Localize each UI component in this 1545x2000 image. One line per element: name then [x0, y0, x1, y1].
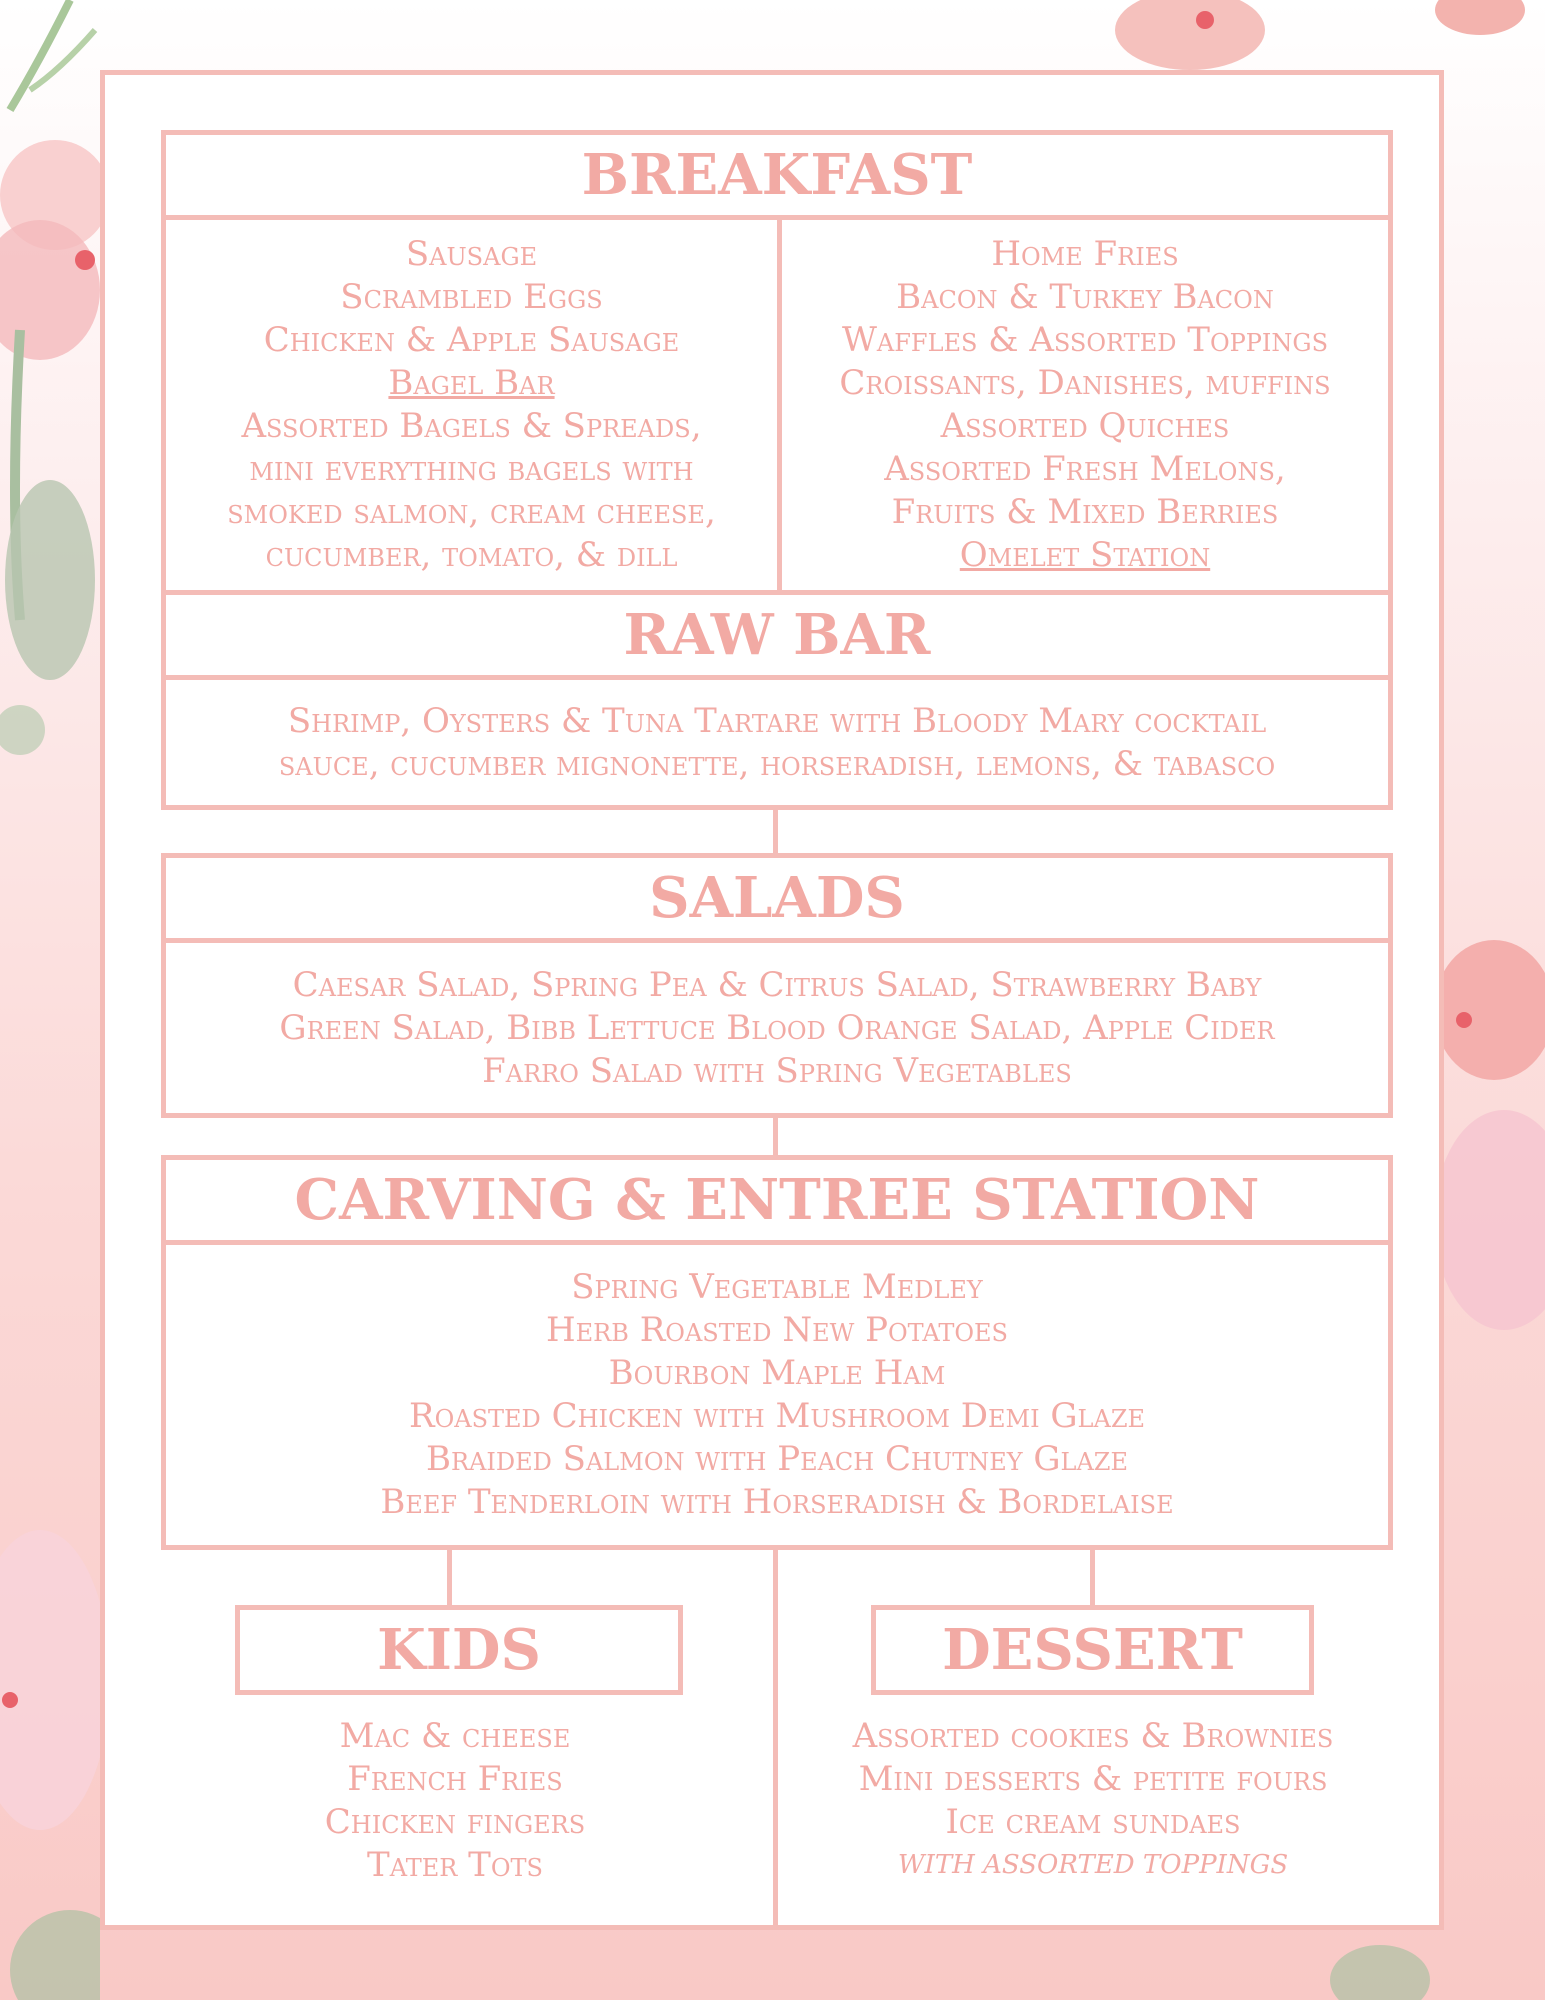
menu-item: sauce, cucumber mignonette, horseradish, lemons, & tabasco	[278, 743, 1276, 784]
kids-items	[135, 1715, 775, 1887]
menu-item: Assorted Fresh Melons,	[884, 449, 1286, 489]
menu-item: Scrambled Eggs	[340, 277, 603, 317]
menu-item: Herb Roasted New Potatoes	[546, 1310, 1008, 1350]
raw-bar-items	[166, 680, 1388, 805]
menu-item: Roasted Chicken with Mushroom Demi Glaze	[408, 1396, 1146, 1436]
menu-item: Assorted Quiches	[940, 406, 1230, 446]
menu-item: smoked salmon, cream cheese,	[227, 492, 716, 532]
dessert-note: WITH ASSORTED TOPPINGS	[897, 1850, 1289, 1880]
salads-header	[161, 853, 1393, 943]
menu-sheet	[100, 70, 1444, 1930]
menu-item: Mini desserts & petite fours	[858, 1759, 1328, 1799]
menu-item: Green Salad, Bibb Lettuce Blood Orange Salad, Apple Cider	[279, 1007, 1275, 1048]
menu-item: Waffles & Assorted Toppings	[841, 320, 1329, 360]
menu-item: Croissants, Danishes, muffins	[839, 363, 1331, 403]
connector-line	[1090, 1550, 1095, 1610]
menu-item: Braided Salmon with Peach Chutney Glaze	[426, 1439, 1128, 1479]
menu-item: Assorted Bagels & Spreads,	[241, 406, 702, 446]
salads-items	[166, 943, 1388, 1113]
menu-item: mini everything bagels with	[249, 449, 694, 489]
salads-items-box	[161, 938, 1393, 1118]
dessert-header	[871, 1605, 1314, 1695]
salads-title: SALADS	[649, 865, 905, 931]
connector-line	[773, 810, 778, 855]
menu-item: Chicken & Apple Sausage	[263, 320, 680, 360]
bagel-bar-heading: Bagel Bar	[388, 363, 555, 403]
raw-bar-header	[161, 590, 1393, 680]
breakfast-left-column	[166, 220, 777, 590]
dessert-items	[778, 1715, 1408, 1887]
flower-decoration-top-right	[1060, 0, 1545, 80]
kids-header	[235, 1605, 683, 1695]
menu-item: Bourbon Maple Ham	[608, 1353, 946, 1393]
flower-decoration-bottom-left	[0, 1500, 100, 2000]
flower-decoration-bottom-right	[1320, 1920, 1545, 2000]
carving-title: CARVING & ENTREE STATION	[294, 1167, 1260, 1233]
carving-items-box	[161, 1240, 1393, 1550]
flower-decoration-right	[1444, 940, 1545, 1360]
menu-item: Mac & cheese	[339, 1716, 571, 1756]
dessert-title: DESSERT	[942, 1617, 1243, 1683]
menu-item: Spring Vegetable Medley	[571, 1267, 983, 1307]
menu-item: Caesar Salad, Spring Pea & Citrus Salad, Strawberry Baby	[292, 964, 1262, 1005]
flower-decoration-top-left	[0, 0, 110, 760]
breakfast-items-box	[161, 215, 1393, 595]
menu-item: cucumber, tomato, & dill	[265, 535, 678, 575]
kids-title: KIDS	[377, 1617, 541, 1683]
raw-bar-items-box	[161, 675, 1393, 810]
omelet-station-heading: Omelet Station	[959, 535, 1211, 575]
menu-item: Home Fries	[991, 234, 1179, 274]
raw-bar-title: RAW BAR	[623, 602, 931, 668]
connector-line	[773, 1118, 778, 1158]
menu-item: Ice cream sundaes	[945, 1802, 1241, 1842]
menu-item: Beef Tenderloin with Horseradish & Bordelaise	[380, 1482, 1174, 1522]
menu-item: Fruits & Mixed Berries	[891, 492, 1279, 532]
breakfast-title: BREAKFAST	[581, 142, 973, 208]
menu-item: Bacon & Turkey Bacon	[896, 277, 1274, 317]
connector-line	[447, 1550, 452, 1610]
menu-item: Chicken fingers	[324, 1802, 586, 1842]
menu-item: Tater Tots	[367, 1845, 543, 1885]
menu-item: Shrimp, Oysters & Tuna Tartare with Bloody Mary cocktail	[287, 700, 1267, 741]
breakfast-right-column	[782, 220, 1388, 590]
menu-item: Farro Salad with Spring Vegetables	[482, 1050, 1072, 1091]
carving-items	[166, 1245, 1388, 1545]
menu-item: French Fries	[347, 1759, 563, 1799]
carving-header	[161, 1155, 1393, 1245]
breakfast-header	[161, 130, 1393, 220]
menu-item: Sausage	[405, 234, 538, 274]
menu-item: Assorted cookies & Brownies	[852, 1716, 1334, 1756]
